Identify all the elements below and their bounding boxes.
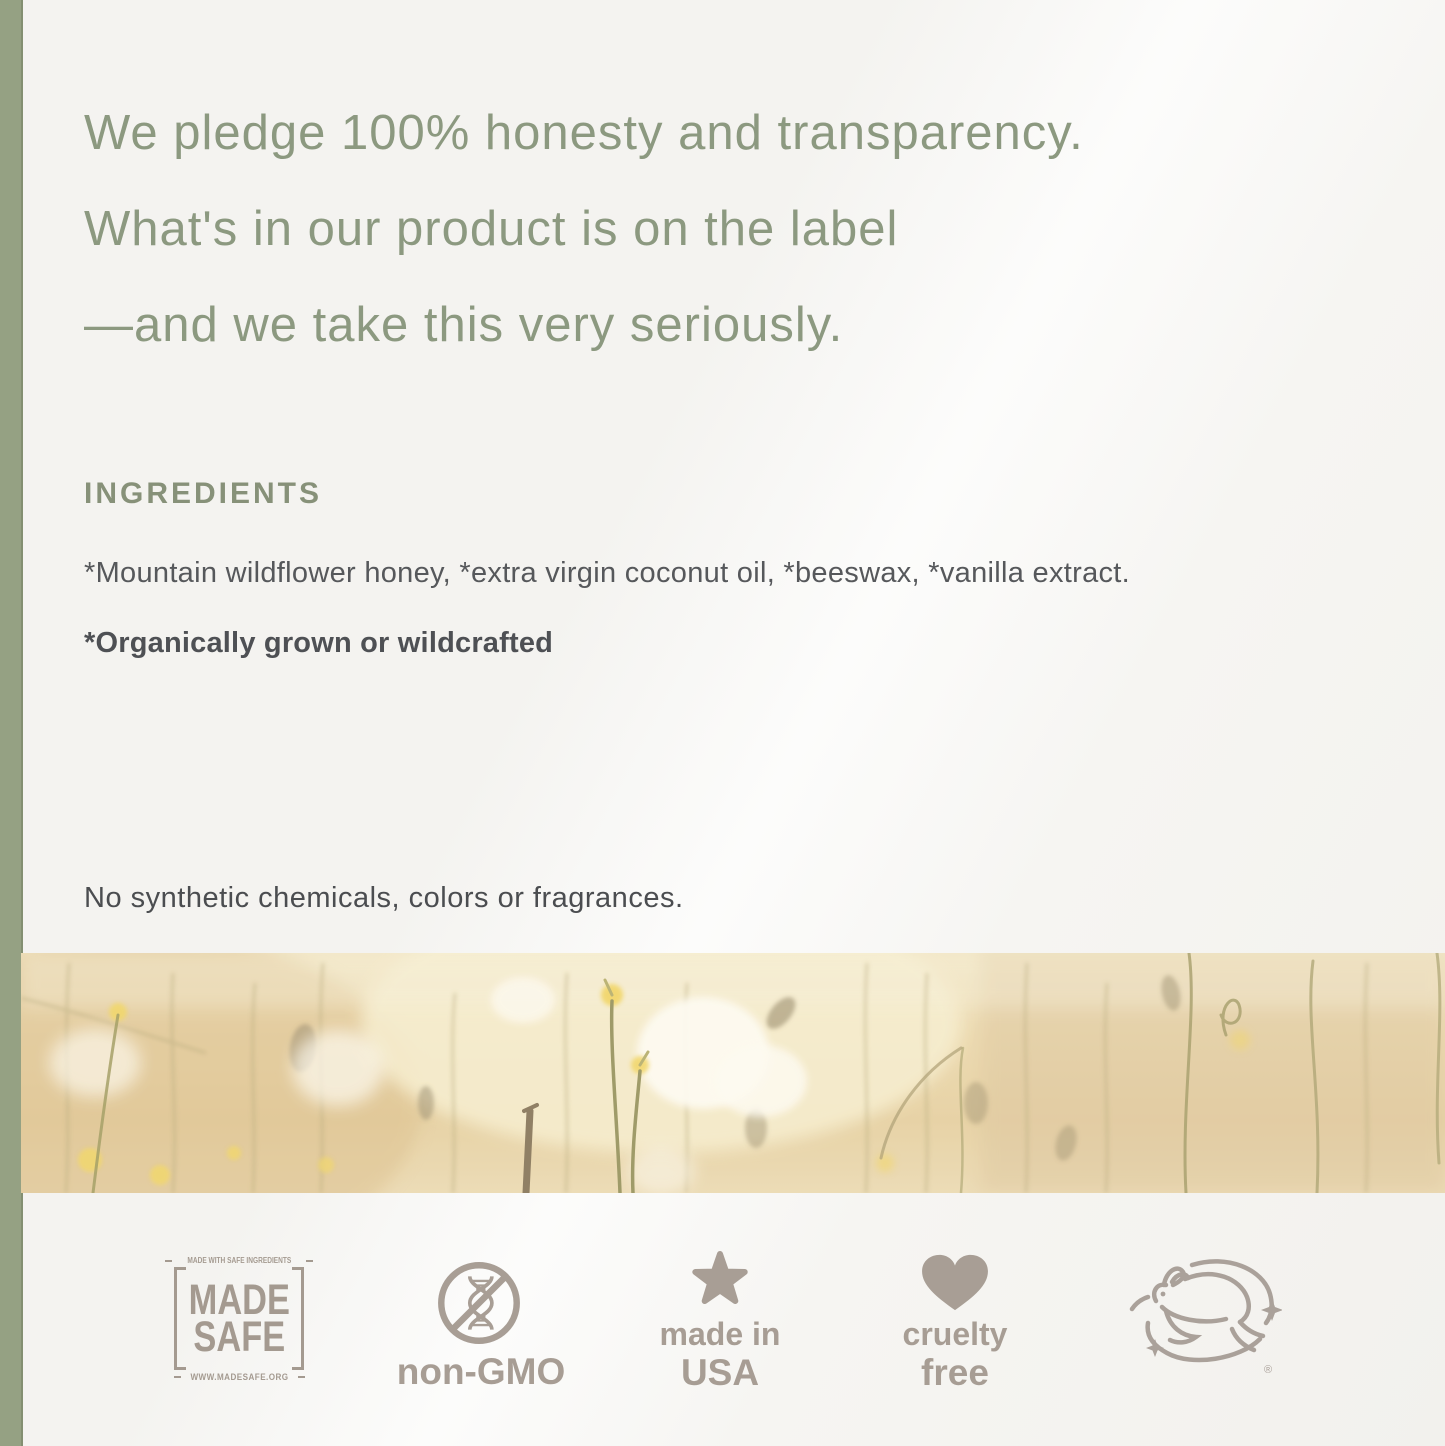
made-safe-word-1: MADE xyxy=(188,1275,290,1324)
bracket-left-decoration xyxy=(174,1267,186,1370)
ingredients-list: *Mountain wildflower honey, *extra virgin coconut oil, *beeswax, *vanilla extract. xyxy=(84,557,1131,589)
heart-icon xyxy=(917,1252,993,1314)
made-safe-word-2: SAFE xyxy=(193,1312,285,1361)
ingredients-heading: INGREDIENTS xyxy=(84,477,323,510)
made-safe-tagline-row xyxy=(165,1256,314,1265)
leaping-bunny-icon xyxy=(1122,1248,1282,1380)
dash-decoration xyxy=(306,1260,313,1262)
star-icon xyxy=(692,1250,748,1306)
dash-decoration xyxy=(165,1260,172,1262)
dash-decoration xyxy=(298,1376,305,1378)
made-safe-url-row xyxy=(174,1372,305,1382)
meadow-photo-illustration xyxy=(21,953,1445,1193)
cruelty-free-label-line2: free xyxy=(921,1352,989,1393)
made-in-usa-label-line1: made in xyxy=(659,1316,781,1352)
made-safe-tagline: MADE WITH SAFE INGREDIENTS xyxy=(187,1256,291,1265)
no-synthetic-claim: No synthetic chemicals, colors or fragrances. xyxy=(84,882,684,914)
made-safe-badge xyxy=(172,1256,306,1382)
registered-trademark-symbol: ® xyxy=(1264,1364,1273,1376)
organic-note: *Organically grown or wildcrafted xyxy=(84,627,554,659)
left-accent-bar xyxy=(0,0,23,1446)
no-gmo-icon xyxy=(433,1257,525,1349)
made-safe-url: WWW.MADESAFE.ORG xyxy=(189,1372,289,1382)
made-safe-words xyxy=(188,1275,290,1361)
pledge-headline-line-1: We pledge 100% honesty and transparency. xyxy=(84,106,1084,160)
pledge-headline xyxy=(84,85,1084,373)
pledge-headline-line-2: What's in our product is on the label xyxy=(84,202,899,256)
meadow-photo xyxy=(21,953,1445,1193)
bracket-right-decoration xyxy=(292,1267,304,1370)
dash-decoration xyxy=(174,1376,181,1378)
cruelty-free-label-line1: cruelty xyxy=(902,1316,1008,1352)
made-in-usa-label-line2: USA xyxy=(680,1352,760,1393)
made-safe-wordmark xyxy=(172,1267,306,1370)
pledge-headline-line-3: —and we take this very seriously. xyxy=(84,298,844,352)
non-gmo-label: non-GMO xyxy=(396,1351,566,1392)
